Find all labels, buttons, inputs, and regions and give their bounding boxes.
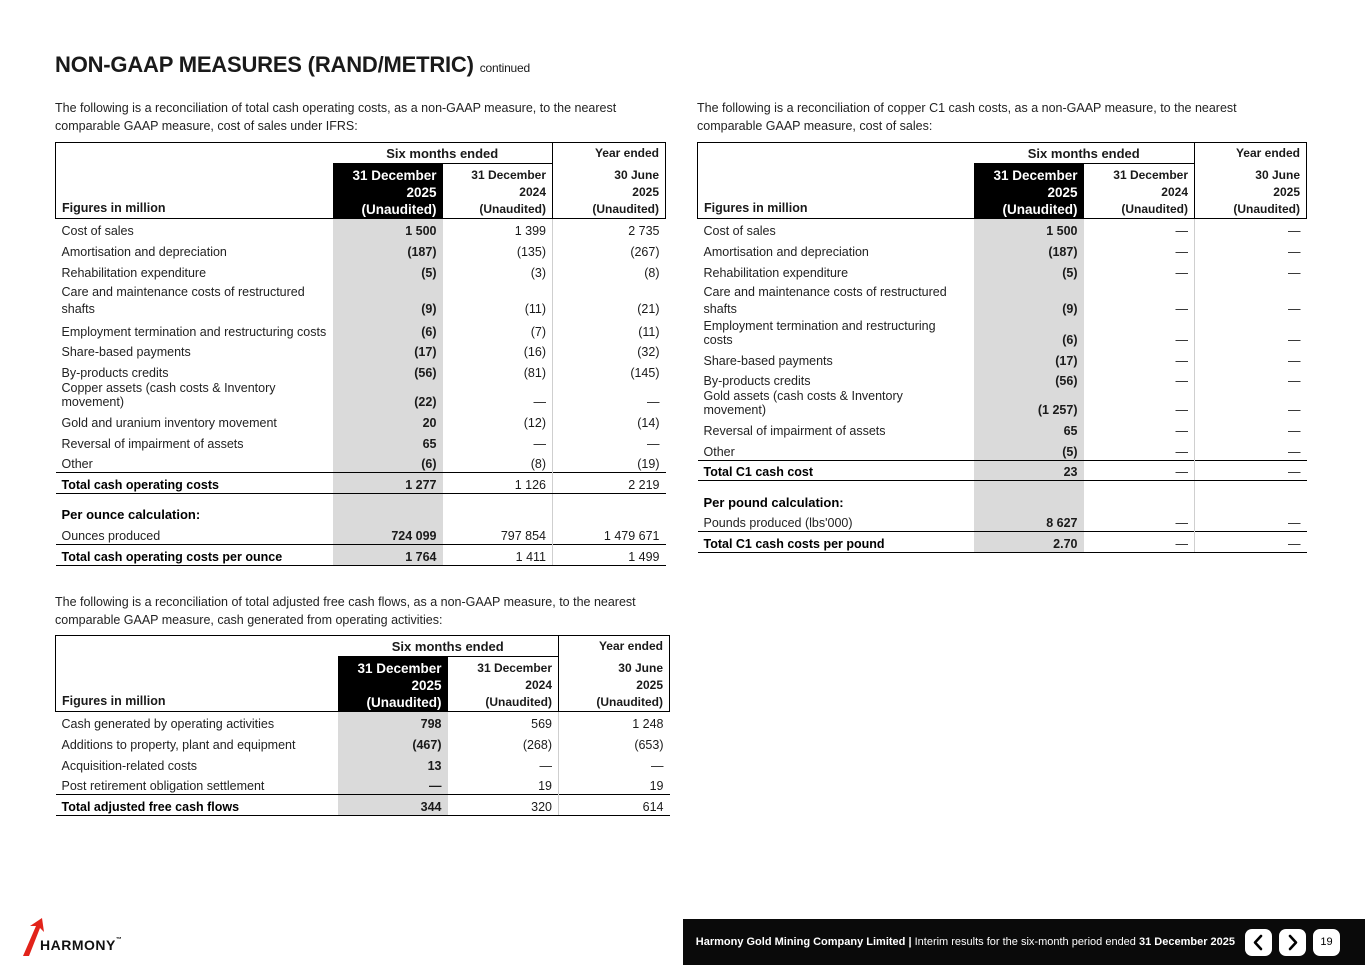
table-row: Acquisition-related costs 13 — — [56,753,670,774]
current-period-header: 31 December 2025 (Unaudited) [974,164,1084,219]
table-row: Employment termination and restructuring costs (6) (7) (11) [56,319,666,340]
per-unit-heading-row: Per ounce calculation: [56,493,666,523]
footer-caption: Harmony Gold Mining Company Limited | Interim results for the six-month period ended 31 December 2025 [695,936,1235,948]
table-row: By-products credits (56) — — [698,369,1307,390]
table-row: Other (5) — — [698,439,1307,460]
prior-period-header: 31 December 2024 (Unaudited) [1084,164,1195,219]
year-period-header: 30 June 2025 (Unaudited) [1195,164,1307,219]
table-row: Rehabilitation expenditure (5) — — [698,260,1307,281]
table3-intro: The following is a reconciliation of total adjusted free cash flows, as a non-GAAP measure, to the nearest comparable GAAP measure, cash generated from operating activities: [55,595,636,627]
total-row: Total cash operating costs 1 277 1 126 2 219 [56,473,666,494]
table-row: Reversal of impairment of assets 65 — — [56,431,666,452]
table-row: Cost of sales 1 500 1 399 2 735 [56,219,666,240]
year-period-header: 30 June 2025 (Unaudited) [553,164,666,219]
table1-intro: The following is a reconciliation of total cash operating costs, as a non-GAAP measure, to the nearest comparable GAAP measure, cost of sales under IFRS: [55,101,617,133]
figures-label: Figures in million [698,164,974,219]
table-row: Post retirement obligation settlement — 19 19 [56,774,670,795]
prior-period-header: 31 December 2024 (Unaudited) [448,657,559,712]
table-row: Copper assets (cash costs & Inventory movement) (22) — — [56,381,666,410]
year-ended-header: Year ended [553,143,666,164]
current-period-header: 31 December 2025 (Unaudited) [338,657,448,712]
per-unit-heading-row: Per pound calculation: [698,481,1307,511]
year-period-header: 30 June 2025 (Unaudited) [559,657,670,712]
current-period-header: 31 December 2025 (Unaudited) [333,164,443,219]
title-suffix: continued [479,61,530,75]
adjusted-free-cash-flows-table [55,635,670,816]
chevron-left-icon [1245,929,1272,956]
table-row: Pounds produced (lbs'000) 8 627 — — [698,511,1307,532]
logo-text: HARMONY™ [40,937,123,953]
table2-intro: The following is a reconciliation of copper C1 cash costs, as a non-GAAP measure, to the nearest comparable GAAP measure, cost of sales: [697,101,1237,133]
year-ended-header: Year ended [559,636,670,657]
six-months-header: Six months ended [974,143,1195,164]
total-row: Total C1 cash cost 23 — — [698,460,1307,481]
table-row: Share-based payments (17) (16) (32) [56,340,666,361]
table-row: Rehabilitation expenditure (5) (3) (8) [56,260,666,281]
table-row: By-products credits (56) (81) (145) [56,360,666,381]
footer-bar [683,919,1365,965]
six-months-header: Six months ended [338,636,559,657]
total-row: Total cash operating costs per ounce 1 764 1 411 1 499 [56,544,666,565]
table-row: Amortisation and depreciation (187) (135) (267) [56,239,666,260]
next-page-button[interactable] [1279,929,1306,956]
table-row: Other (6) (8) (19) [56,452,666,473]
figures-label: Figures in million [56,164,333,219]
total-row: Total adjusted free cash flows 344 320 614 [56,795,670,816]
cash-operating-costs-table [55,142,666,566]
table-row: Care and maintenance costs of restructured shafts (9) (11) (21) [56,281,666,319]
table-row: Reversal of impairment of assets 65 — — [698,418,1307,439]
previous-page-button[interactable] [1245,929,1272,956]
page-number: 19 [1313,929,1340,956]
figures-label: Figures in million [56,657,338,712]
table-row: Ounces produced 724 099 797 854 1 479 671 [56,523,666,544]
page-title: NON-GAAP MEASURES (RAND/METRIC) continued [55,52,530,77]
prior-period-header: 31 December 2024 (Unaudited) [443,164,553,219]
table-row: Gold and uranium inventory movement 20 (12) (14) [56,410,666,431]
table-row: Share-based payments (17) — — [698,348,1307,369]
copper-c1-cash-costs-table [697,142,1307,553]
six-months-header: Six months ended [333,143,553,164]
chevron-right-icon [1279,929,1306,956]
table-row: Cash generated by operating activities 798 569 1 248 [56,712,670,733]
table-row: Gold assets (cash costs & Inventory movement) (1 257) — — [698,389,1307,418]
table-row: Amortisation and depreciation (187) — — [698,239,1307,260]
table-row: Additions to property, plant and equipment (467) (268) (653) [56,732,670,753]
table-row: Care and maintenance costs of restructured shafts (9) — — [698,281,1307,319]
year-ended-header: Year ended [1195,143,1307,164]
table-row: Employment termination and restructuring costs (6) — — [698,319,1307,348]
table-row: Cost of sales 1 500 — — [698,219,1307,240]
total-row: Total C1 cash costs per pound 2.70 — — [698,532,1307,553]
